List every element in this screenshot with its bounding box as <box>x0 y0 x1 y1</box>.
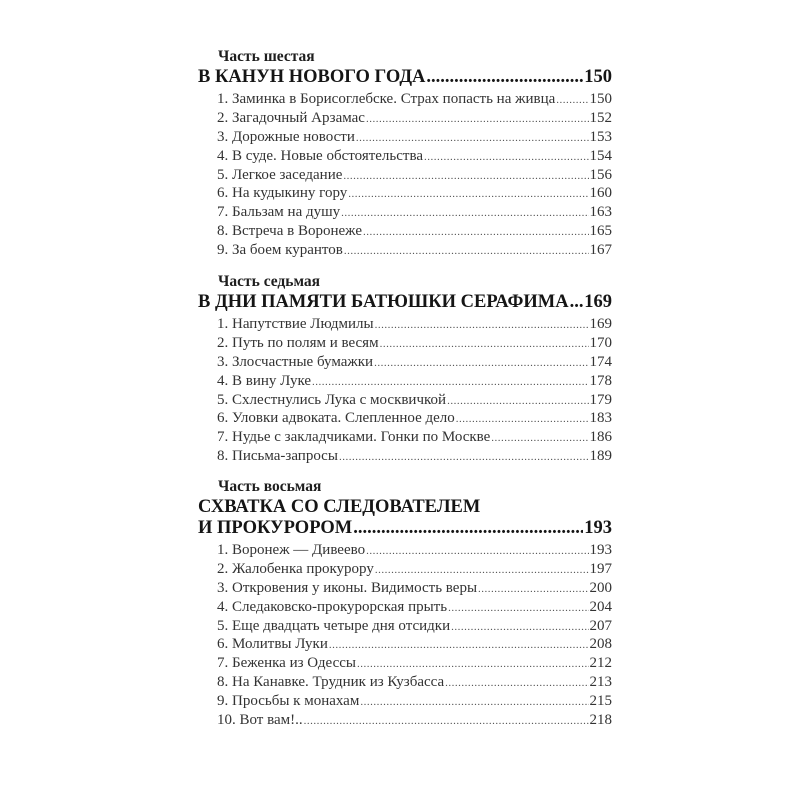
chapter-title: 8. На Канавке. Трудник из Кузбасса <box>217 674 445 691</box>
chapter-title: 1. Напутствие Людмилы <box>217 316 374 332</box>
dot-leader <box>424 148 588 167</box>
dot-leader <box>426 67 583 88</box>
section-part-six <box>198 46 612 260</box>
chapter-page-number: 156 <box>589 166 612 183</box>
dot-leader <box>448 599 588 618</box>
dot-leader <box>312 373 588 392</box>
chapter-page-number: 183 <box>589 410 612 427</box>
dot-leader <box>447 392 588 411</box>
toc-entry <box>217 428 612 447</box>
chapter-title: 6. На кудыкину гору <box>217 185 348 202</box>
dot-leader <box>356 129 589 148</box>
part-label: Часть седьмая <box>218 273 321 290</box>
part-title-line <box>198 67 612 88</box>
chapter-page-number: 160 <box>589 185 612 202</box>
toc-entry <box>217 353 612 372</box>
part-page-number: 193 <box>584 518 612 538</box>
chapter-title: 7. Бальзам на душу <box>217 204 341 221</box>
section-part-eight <box>198 476 612 730</box>
part-title: В ДНИ ПАМЯТИ БАТЮШКИ СЕРАФИМА <box>198 292 569 312</box>
toc-entry <box>217 315 612 334</box>
chapter-page-number: 165 <box>589 223 612 240</box>
toc-entry <box>217 203 612 222</box>
toc-entry <box>217 635 612 654</box>
dot-leader <box>478 580 588 599</box>
chapter-title: 5. Схлестнулись Лука с москвичкой <box>217 391 447 408</box>
chapter-page-number: 200 <box>589 579 612 596</box>
chapter-title: 6. Молитвы Луки <box>217 636 328 653</box>
part-title: В КАНУН НОВОГО ГОДА <box>198 67 426 87</box>
part-label: Часть восьмая <box>218 478 322 495</box>
toc-entry <box>217 579 612 598</box>
part-title-line <box>198 292 612 313</box>
part-title: СХВАТКА СО СЛЕДОВАТЕЛЕМ <box>198 497 481 517</box>
chapter-page-number: 154 <box>589 147 612 164</box>
chapter-page-number: 174 <box>589 353 612 370</box>
dot-leader <box>363 223 589 242</box>
toc-entry <box>217 90 612 109</box>
chapter-title: 5. Легкое заседание <box>217 166 343 183</box>
dot-leader <box>491 429 588 448</box>
chapter-title: 2. Загадочный Арзамас <box>217 109 365 126</box>
chapter-page-number: 218 <box>589 712 612 729</box>
chapter-page-number: 152 <box>589 109 612 126</box>
dot-leader <box>556 91 588 110</box>
section-part-seven <box>198 271 612 466</box>
toc-entry <box>217 184 612 203</box>
dot-leader <box>304 712 589 731</box>
toc-entry <box>217 241 612 260</box>
chapter-page-number: 153 <box>589 128 612 145</box>
chapter-page-number: 178 <box>589 372 612 389</box>
chapter-page-number: 213 <box>589 674 612 691</box>
chapter-title: 1. Воронеж — Дивеево <box>217 542 366 558</box>
dot-leader <box>380 335 589 354</box>
toc-entry <box>217 711 612 730</box>
chapter-title: 9. За боем курантов <box>217 242 343 259</box>
dot-leader <box>343 167 588 186</box>
chapter-page-number: 163 <box>589 204 612 221</box>
toc-entry <box>217 166 612 185</box>
chapter-title: 3. Откровения у иконы. Видимость веры <box>217 579 478 596</box>
dot-leader <box>357 655 589 674</box>
dot-leader <box>445 674 588 693</box>
dot-leader <box>375 561 589 580</box>
toc-entry <box>217 673 612 692</box>
dot-leader <box>366 542 588 561</box>
dot-leader <box>348 185 588 204</box>
part-title-line <box>198 518 612 539</box>
dot-leader <box>374 354 588 373</box>
chapter-title: 3. Дорожные новости <box>217 128 355 145</box>
dot-leader <box>375 316 589 335</box>
part-title: И ПРОКУРОРОМ <box>198 518 353 538</box>
chapter-title: 8. Письма-запросы <box>217 448 338 465</box>
chapter-title: 3. Злосчастные бумажки <box>217 353 374 370</box>
toc-entry <box>217 391 612 410</box>
toc-entry <box>217 334 612 353</box>
chapter-title: 9. Просьбы к монахам <box>217 693 360 710</box>
chapter-title: 4. Следаковско-прокурорская прыть <box>217 598 448 615</box>
chapter-page-number: 150 <box>589 91 612 107</box>
part-title-line <box>198 497 612 518</box>
chapter-title: 7. Беженка из Одессы <box>217 655 356 672</box>
chapter-page-number: 212 <box>589 655 612 672</box>
toc-entry <box>217 372 612 391</box>
dot-leader <box>570 292 584 313</box>
chapter-title: 8. Встреча в Воронеже <box>217 223 362 240</box>
chapter-page-number: 204 <box>589 598 612 615</box>
dot-leader <box>341 204 588 223</box>
part-label: Часть шестая <box>218 48 315 65</box>
dot-leader <box>329 636 589 655</box>
chapter-title: 4. В вину Луке <box>217 372 312 389</box>
chapter-title: 10. Вот вам!.. <box>217 712 303 729</box>
chapter-page-number: 167 <box>589 242 612 259</box>
dot-leader <box>339 448 589 467</box>
toc-entry <box>217 541 612 560</box>
dot-leader <box>344 242 589 261</box>
chapter-page-number: 170 <box>589 334 612 351</box>
chapter-page-number: 193 <box>589 542 612 558</box>
dot-leader <box>451 618 588 637</box>
toc-entry <box>217 598 612 617</box>
part-page-number: 169 <box>584 292 612 312</box>
chapter-title: 7. Нудье с закладчиками. Гонки по Москве <box>217 429 491 446</box>
chapter-title: 4. В суде. Новые обстоятельства <box>217 147 424 164</box>
toc-entry <box>217 560 612 579</box>
chapter-title: 2. Жалобенка прокурору <box>217 560 374 577</box>
chapter-page-number: 189 <box>589 448 612 465</box>
toc-entry <box>217 617 612 636</box>
dot-leader <box>456 410 589 429</box>
chapter-page-number: 215 <box>589 693 612 710</box>
toc-entry <box>217 222 612 241</box>
chapter-page-number: 207 <box>589 617 612 634</box>
toc-entry <box>217 147 612 166</box>
toc-entry <box>217 109 612 128</box>
chapter-page-number: 197 <box>589 560 612 577</box>
chapter-title: 1. Заминка в Борисоглебске. Страх попасть на живца <box>217 91 556 107</box>
dot-leader <box>366 110 589 129</box>
chapter-title: 6. Уловки адвоката. Слепленное дело <box>217 410 455 427</box>
chapter-page-number: 169 <box>589 316 612 332</box>
chapter-page-number: 208 <box>589 636 612 653</box>
toc-entry <box>217 128 612 147</box>
chapter-page-number: 186 <box>589 429 612 446</box>
dot-leader <box>353 518 583 539</box>
chapter-title: 2. Путь по полям и весям <box>217 334 379 351</box>
toc-entry <box>217 447 612 466</box>
chapter-page-number: 179 <box>589 391 612 408</box>
dot-leader <box>360 693 588 712</box>
toc-entry <box>217 692 612 711</box>
toc-entry <box>217 654 612 673</box>
part-page-number: 150 <box>584 67 612 87</box>
toc-entry <box>217 409 612 428</box>
chapter-title: 5. Еще двадцать четыре дня отсидки <box>217 617 451 634</box>
